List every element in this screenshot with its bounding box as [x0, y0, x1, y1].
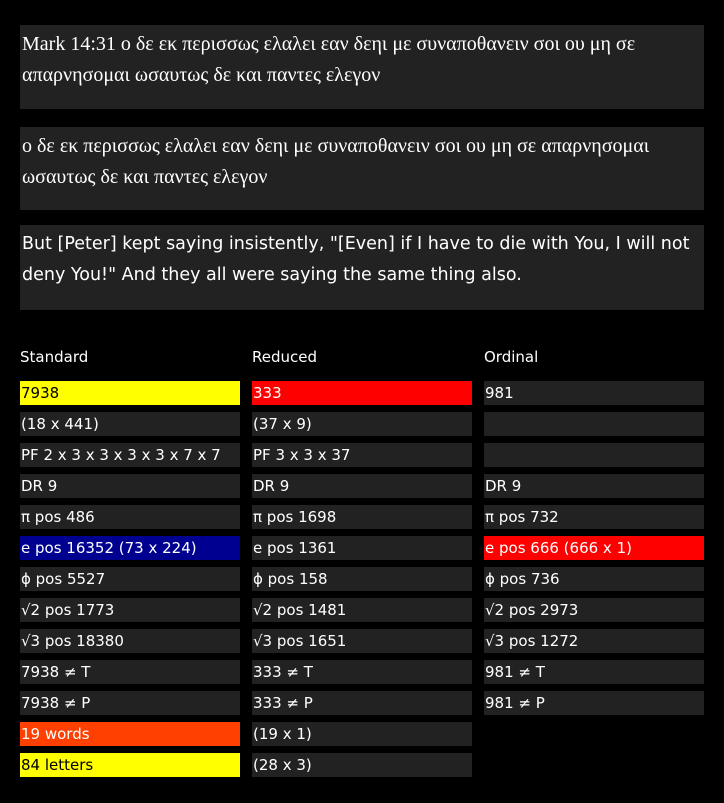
cell-reduced-row-10: 333 ≠ T — [252, 660, 472, 684]
cell-ordinal-row-1: 981 — [484, 381, 704, 405]
cell-ordinal-row-7: ϕ pos 736 — [484, 567, 704, 591]
verse-english-translation: But [Peter] kept saying insistently, "[Even] if I have to die with You, I will not deny You!" And they all were saying the same thing also. — [20, 225, 704, 310]
cell-standard-row-5: π pos 486 — [20, 505, 240, 529]
cell-standard-row-2: (18 x 441) — [20, 412, 240, 436]
cell-standard-row-10: 7938 ≠ T — [20, 660, 240, 684]
cell-reduced-row-12: (19 x 1) — [252, 722, 472, 746]
cell-ordinal-row-4: DR 9 — [484, 474, 704, 498]
cell-reduced-row-6: e pos 1361 — [252, 536, 472, 560]
cell-standard-row-13: 84 letters — [20, 753, 240, 777]
cell-reduced-row-2: (37 x 9) — [252, 412, 472, 436]
cell-standard-row-9: √3 pos 18380 — [20, 629, 240, 653]
cell-ordinal-row-5: π pos 732 — [484, 505, 704, 529]
cell-reduced-row-9: √3 pos 1651 — [252, 629, 472, 653]
cell-standard-row-8: √2 pos 1773 — [20, 598, 240, 622]
header-standard: Standard — [20, 348, 89, 366]
cell-standard-row-6: e pos 16352 (73 x 224) — [20, 536, 240, 560]
cell-standard-row-4: DR 9 — [20, 474, 240, 498]
cell-ordinal-row-2 — [484, 412, 704, 436]
cell-reduced-row-1: 333 — [252, 381, 472, 405]
header-ordinal: Ordinal — [484, 348, 539, 366]
cell-standard-row-12: 19 words — [20, 722, 240, 746]
cell-standard-row-11: 7938 ≠ P — [20, 691, 240, 715]
cell-reduced-row-7: ϕ pos 158 — [252, 567, 472, 591]
cell-reduced-row-3: PF 3 x 3 x 37 — [252, 443, 472, 467]
cell-reduced-row-4: DR 9 — [252, 474, 472, 498]
cell-ordinal-row-9: √3 pos 1272 — [484, 629, 704, 653]
cell-standard-row-7: ϕ pos 5527 — [20, 567, 240, 591]
cell-ordinal-row-8: √2 pos 2973 — [484, 598, 704, 622]
cell-reduced-row-5: π pos 1698 — [252, 505, 472, 529]
verse-greek-text: ο δε εκ περισσως ελαλει εαν δεηι με συναποθανειν σοι ου μη σε απαρνησομαι ωσαυτως δε και παντες ελεγον — [20, 127, 704, 210]
cell-standard-row-1: 7938 — [20, 381, 240, 405]
cell-reduced-row-8: √2 pos 1481 — [252, 598, 472, 622]
cell-standard-row-3: PF 2 x 3 x 3 x 3 x 3 x 7 x 7 — [20, 443, 240, 467]
verse-greek-with-reference: Mark 14:31 ο δε εκ περισσως ελαλει εαν δεηι με συναποθανειν σοι ου μη σε απαρνησομαι ωσαυτως δε και παντες ελεγον — [20, 25, 704, 109]
header-reduced: Reduced — [252, 348, 318, 366]
cell-ordinal-row-11: 981 ≠ P — [484, 691, 704, 715]
cell-reduced-row-13: (28 x 3) — [252, 753, 472, 777]
cell-ordinal-row-10: 981 ≠ T — [484, 660, 704, 684]
cell-ordinal-row-3 — [484, 443, 704, 467]
cell-reduced-row-11: 333 ≠ P — [252, 691, 472, 715]
cell-ordinal-row-6: e pos 666 (666 x 1) — [484, 536, 704, 560]
